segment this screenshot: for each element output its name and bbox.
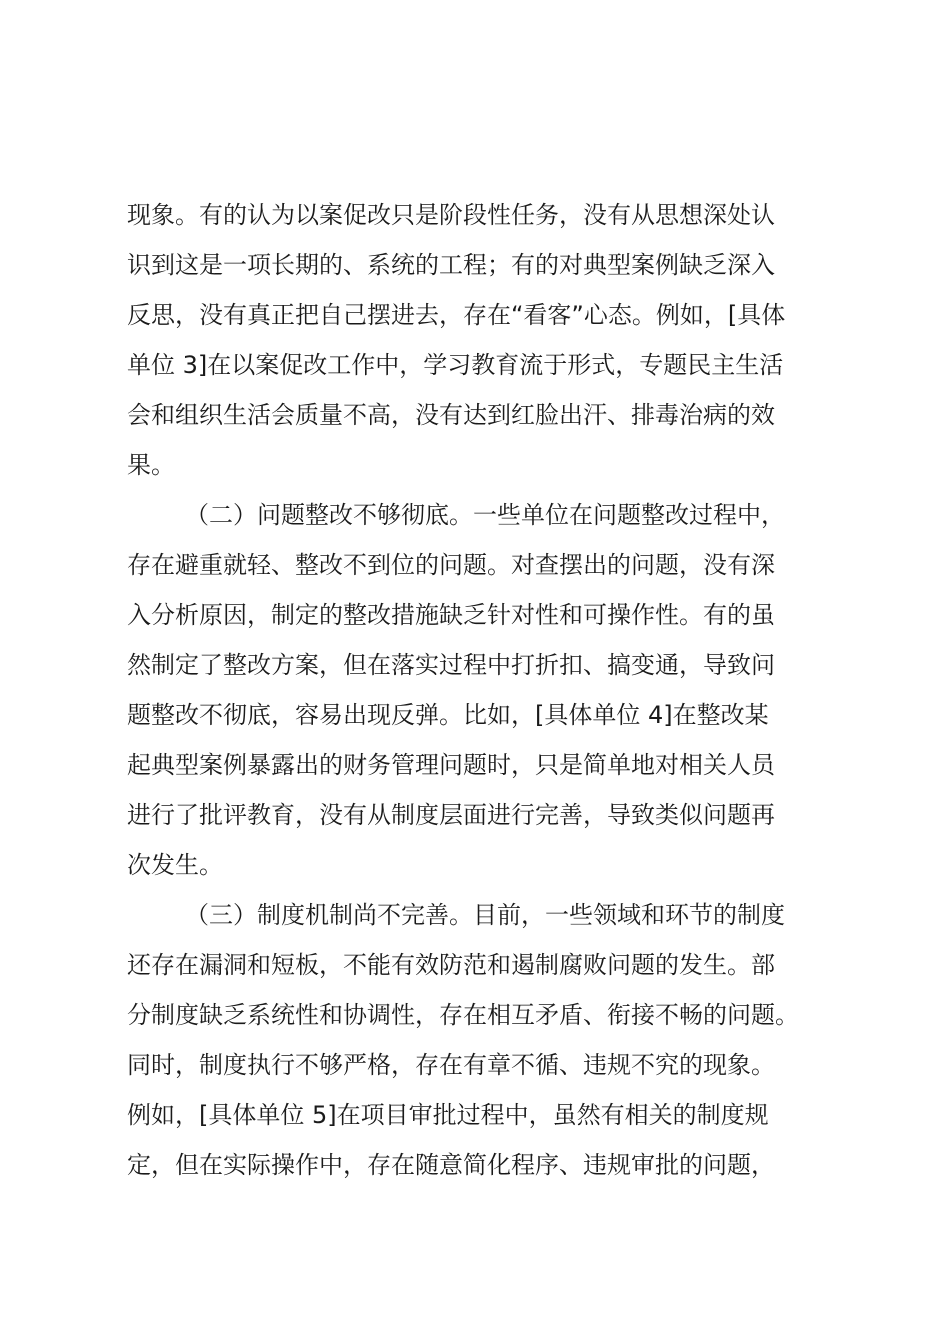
text-line-18: 同时，制度执行不够严格，存在有章不循、违规不究的现象。 [127,1051,775,1079]
text-line-13: 进行了批评教育，没有从制度层面进行完善，导致类似问题再 [127,801,775,829]
text-line-11: 题整改不彻底，容易出现反弹。比如，[具体单位 4]在整改某 [127,701,769,729]
section-heading-2: （二）问题整改不够彻底。一些单位在问题整改过程中， [185,501,785,529]
text-line-3: 反思，没有真正把自己摆进去，存在“看客”心态。例如，[具体 [127,301,786,329]
document-body [127,190,847,1190]
text-line-1: 现象。有的认为以案促改只是阶段性任务，没有从思想深处认 [127,201,775,229]
text-line-8: 存在避重就轻、整改不到位的问题。对查摆出的问题，没有深 [127,551,775,579]
text-line-12: 起典型案例暴露出的财务管理问题时，只是简单地对相关人员 [127,751,775,779]
section-heading-3: （三）制度机制尚不完善。目前，一些领域和环节的制度 [185,901,785,929]
text-line-9: 入分析原因，制定的整改措施缺乏针对性和可操作性。有的虽 [127,601,775,629]
text-line-20: 定，但在实际操作中，存在随意简化程序、违规审批的问题， [127,1151,775,1179]
text-line-16: 还存在漏洞和短板，不能有效防范和遏制腐败问题的发生。部 [127,951,775,979]
text-line-5: 会和组织生活会质量不高，没有达到红脸出汗、排毒治病的效 [127,401,775,429]
text-line-10: 然制定了整改方案，但在落实过程中打折扣、搞变通，导致问 [127,651,775,679]
text-line-17: 分制度缺乏系统性和协调性，存在相互矛盾、衔接不畅的问题。 [127,1001,799,1029]
text-line-19: 例如，[具体单位 5]在项目审批过程中，虽然有相关的制度规 [127,1101,769,1129]
text-line-2: 识到这是一项长期的、系统的工程；有的对典型案例缺乏深入 [127,251,775,279]
text-line-6: 果。 [127,451,175,479]
text-line-14: 次发生。 [127,851,223,879]
text-line-4: 单位 3]在以案促改工作中，学习教育流于形式，专题民主生活 [127,351,784,379]
